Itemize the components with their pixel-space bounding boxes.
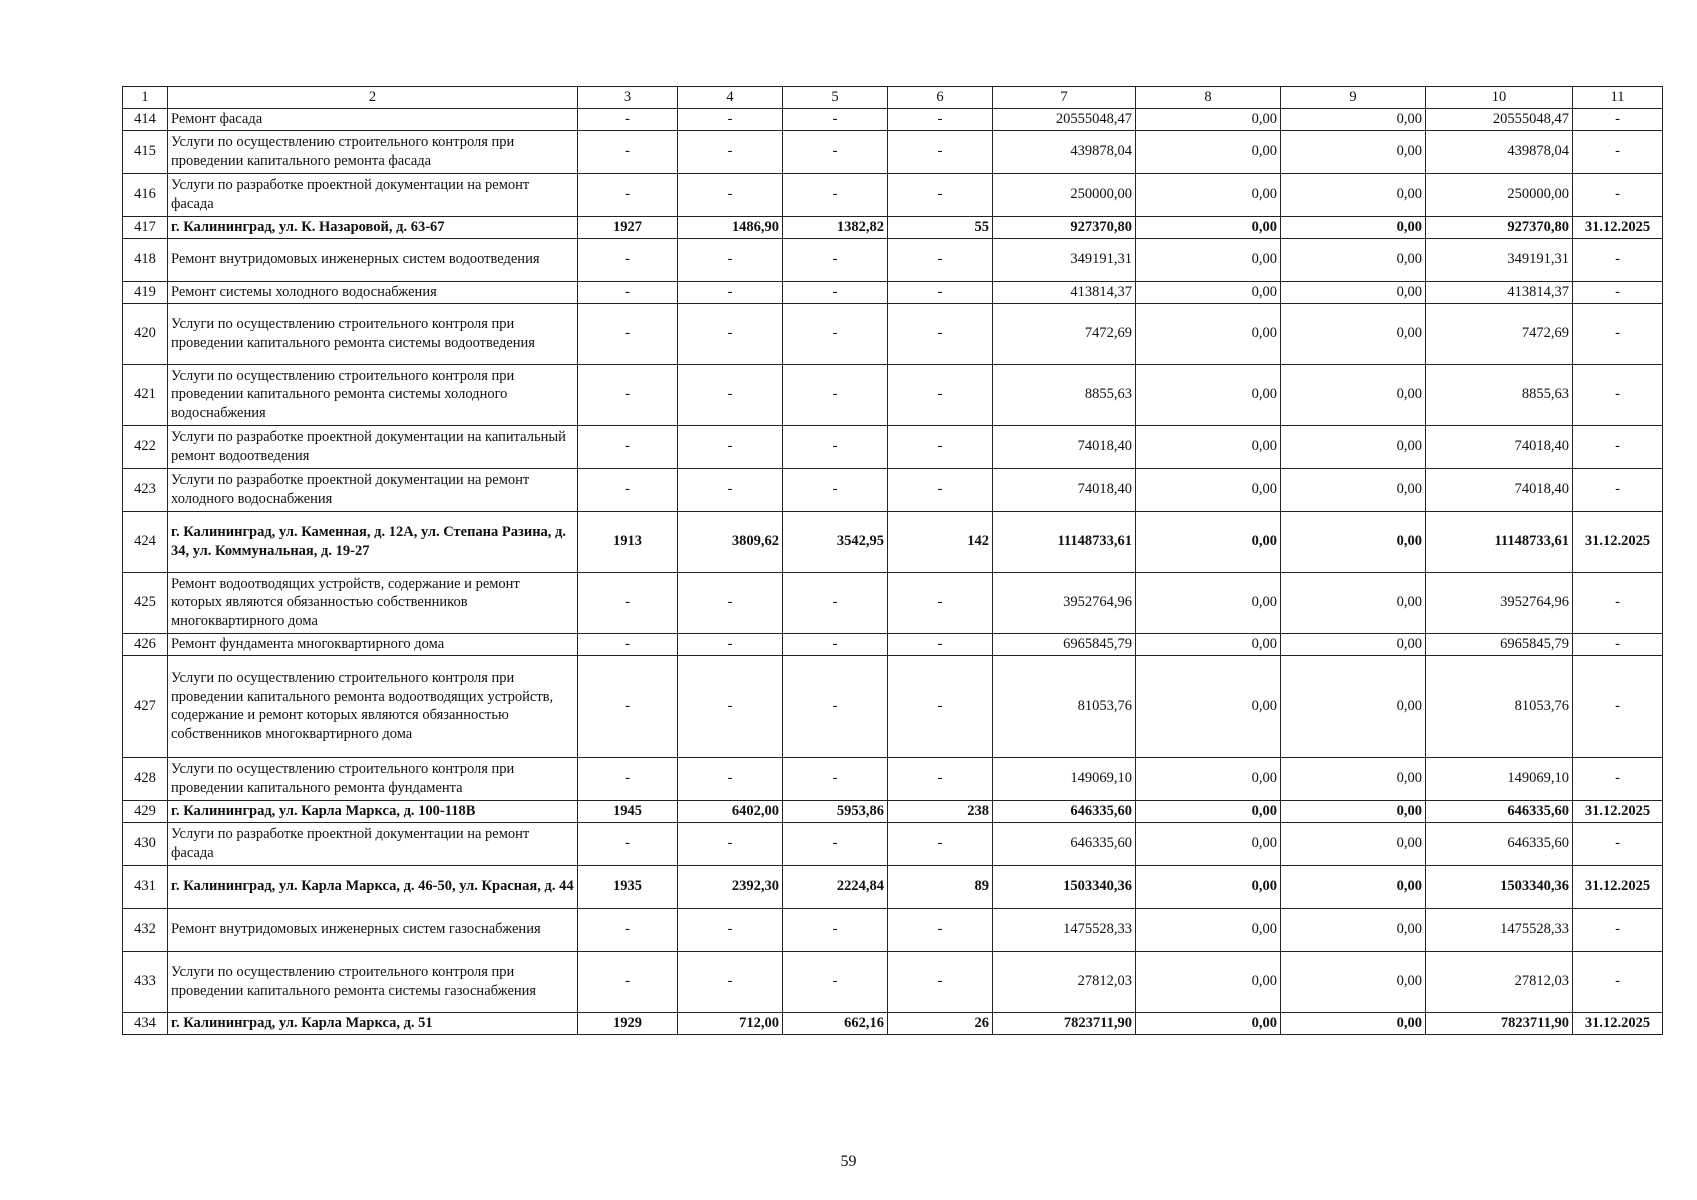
item-description: Услуги по осуществлению строительного контроля при проведении капитального ремонта фундамента — [168, 757, 578, 800]
row-number: 430 — [123, 822, 168, 865]
cell-col10: 8855,63 — [1426, 364, 1573, 425]
cell-col9: 0,00 — [1281, 822, 1426, 865]
cell-col5: 662,16 — [783, 1012, 888, 1034]
cell-col6: - — [888, 425, 993, 468]
cell-col7: 1475528,33 — [993, 908, 1136, 951]
cell-col10: 927370,80 — [1426, 216, 1573, 238]
table-row — [123, 281, 1663, 303]
cell-col11: - — [1573, 238, 1663, 281]
cell-col5: - — [783, 908, 888, 951]
cell-col9: 0,00 — [1281, 468, 1426, 511]
row-number: 422 — [123, 425, 168, 468]
row-number: 421 — [123, 364, 168, 425]
column-header: 6 — [888, 87, 993, 109]
cell-col11: 31.12.2025 — [1573, 511, 1663, 572]
cell-col6: - — [888, 908, 993, 951]
cell-col9: 0,00 — [1281, 303, 1426, 364]
item-description: Услуги по осуществлению строительного контроля при проведении капитального ремонта водоотводящих устройств, содержание и ремонт которых являются обязанностью собственников многоквартирного дома — [168, 655, 578, 757]
cell-col5: - — [783, 633, 888, 655]
column-header: 1 — [123, 87, 168, 109]
cell-col4: - — [678, 238, 783, 281]
table-row — [123, 655, 1663, 757]
cell-col10: 646335,60 — [1426, 822, 1573, 865]
item-description: Ремонт фасада — [168, 108, 578, 130]
cell-col4: - — [678, 364, 783, 425]
cell-col3: 1945 — [578, 800, 678, 822]
table-row — [123, 425, 1663, 468]
cell-col6: - — [888, 572, 993, 633]
cell-col6: - — [888, 655, 993, 757]
table-row — [123, 951, 1663, 1012]
cell-col5: - — [783, 425, 888, 468]
cell-col5: 1382,82 — [783, 216, 888, 238]
table-row — [123, 865, 1663, 908]
table-row — [123, 822, 1663, 865]
row-number: 414 — [123, 108, 168, 130]
cell-col7: 7823711,90 — [993, 1012, 1136, 1034]
table-row — [123, 511, 1663, 572]
cell-col8: 0,00 — [1136, 303, 1281, 364]
cell-col4: - — [678, 130, 783, 173]
cell-col8: 0,00 — [1136, 800, 1281, 822]
item-description: Услуги по разработке проектной документации на ремонт фасада — [168, 822, 578, 865]
cell-col6: 89 — [888, 865, 993, 908]
row-number: 434 — [123, 1012, 168, 1034]
cell-col7: 8855,63 — [993, 364, 1136, 425]
cell-col5: - — [783, 281, 888, 303]
column-header: 2 — [168, 87, 578, 109]
cell-col10: 27812,03 — [1426, 951, 1573, 1012]
cell-col5: - — [783, 364, 888, 425]
cell-col3: - — [578, 822, 678, 865]
cell-col3: - — [578, 425, 678, 468]
cell-col4: 712,00 — [678, 1012, 783, 1034]
cell-col4: 1486,90 — [678, 216, 783, 238]
repair-schedule-table — [122, 86, 1663, 1035]
cell-col6: 238 — [888, 800, 993, 822]
table-row — [123, 572, 1663, 633]
cell-col4: - — [678, 633, 783, 655]
cell-col9: 0,00 — [1281, 951, 1426, 1012]
cell-col9: 0,00 — [1281, 800, 1426, 822]
cell-col8: 0,00 — [1136, 281, 1281, 303]
cell-col11: - — [1573, 908, 1663, 951]
cell-col11: - — [1573, 108, 1663, 130]
cell-col6: - — [888, 757, 993, 800]
cell-col8: 0,00 — [1136, 216, 1281, 238]
cell-col5: - — [783, 468, 888, 511]
cell-col7: 81053,76 — [993, 655, 1136, 757]
item-description: Услуги по осуществлению строительного контроля при проведении капитального ремонта фасада — [168, 130, 578, 173]
row-number: 415 — [123, 130, 168, 173]
column-header: 7 — [993, 87, 1136, 109]
cell-col4: - — [678, 757, 783, 800]
cell-col4: - — [678, 951, 783, 1012]
cell-col8: 0,00 — [1136, 364, 1281, 425]
cell-col5: 2224,84 — [783, 865, 888, 908]
item-description: Ремонт внутридомовых инженерных систем водоотведения — [168, 238, 578, 281]
cell-col10: 74018,40 — [1426, 468, 1573, 511]
column-header: 10 — [1426, 87, 1573, 109]
cell-col5: 3542,95 — [783, 511, 888, 572]
cell-col9: 0,00 — [1281, 1012, 1426, 1034]
cell-col6: 142 — [888, 511, 993, 572]
cell-col9: 0,00 — [1281, 238, 1426, 281]
cell-col4: - — [678, 281, 783, 303]
cell-col9: 0,00 — [1281, 865, 1426, 908]
cell-col5: 5953,86 — [783, 800, 888, 822]
cell-col5: - — [783, 951, 888, 1012]
cell-col5: - — [783, 238, 888, 281]
cell-col4: 3809,62 — [678, 511, 783, 572]
cell-col10: 74018,40 — [1426, 425, 1573, 468]
cell-col3: - — [578, 281, 678, 303]
cell-col6: - — [888, 468, 993, 511]
cell-col3: 1929 — [578, 1012, 678, 1034]
row-number: 423 — [123, 468, 168, 511]
cell-col7: 646335,60 — [993, 822, 1136, 865]
cell-col9: 0,00 — [1281, 173, 1426, 216]
cell-col3: - — [578, 303, 678, 364]
cell-col4: - — [678, 908, 783, 951]
cell-col9: 0,00 — [1281, 655, 1426, 757]
cell-col9: 0,00 — [1281, 281, 1426, 303]
cell-col7: 74018,40 — [993, 468, 1136, 511]
cell-col10: 7472,69 — [1426, 303, 1573, 364]
cell-col5: - — [783, 108, 888, 130]
cell-col3: 1913 — [578, 511, 678, 572]
row-number: 429 — [123, 800, 168, 822]
cell-col7: 27812,03 — [993, 951, 1136, 1012]
cell-col7: 11148733,61 — [993, 511, 1136, 572]
column-header: 8 — [1136, 87, 1281, 109]
cell-col10: 1475528,33 — [1426, 908, 1573, 951]
cell-col8: 0,00 — [1136, 908, 1281, 951]
cell-col10: 646335,60 — [1426, 800, 1573, 822]
cell-col8: 0,00 — [1136, 865, 1281, 908]
table-row — [123, 108, 1663, 130]
cell-col11: 31.12.2025 — [1573, 216, 1663, 238]
table-row — [123, 757, 1663, 800]
cell-col7: 349191,31 — [993, 238, 1136, 281]
cell-col3: - — [578, 173, 678, 216]
document-sheet — [122, 86, 1662, 1035]
cell-col10: 11148733,61 — [1426, 511, 1573, 572]
table-row — [123, 130, 1663, 173]
cell-col10: 6965845,79 — [1426, 633, 1573, 655]
table-row — [123, 173, 1663, 216]
cell-col9: 0,00 — [1281, 757, 1426, 800]
cell-col7: 6965845,79 — [993, 633, 1136, 655]
item-description: Ремонт фундамента многоквартирного дома — [168, 633, 578, 655]
item-description: г. Калининград, ул. Каменная, д. 12А, ул. Степана Разина, д. 34, ул. Коммунальная, д. 19-27 — [168, 511, 578, 572]
item-description: Ремонт внутридомовых инженерных систем газоснабжения — [168, 908, 578, 951]
cell-col6: - — [888, 108, 993, 130]
row-number: 426 — [123, 633, 168, 655]
cell-col11: - — [1573, 822, 1663, 865]
cell-col3: - — [578, 757, 678, 800]
cell-col7: 250000,00 — [993, 173, 1136, 216]
table-row — [123, 908, 1663, 951]
cell-col3: 1935 — [578, 865, 678, 908]
cell-col11: - — [1573, 281, 1663, 303]
cell-col7: 927370,80 — [993, 216, 1136, 238]
item-description: г. Калининград, ул. Карла Маркса, д. 51 — [168, 1012, 578, 1034]
cell-col5: - — [783, 572, 888, 633]
cell-col8: 0,00 — [1136, 173, 1281, 216]
cell-col9: 0,00 — [1281, 572, 1426, 633]
cell-col7: 20555048,47 — [993, 108, 1136, 130]
cell-col10: 81053,76 — [1426, 655, 1573, 757]
column-header: 3 — [578, 87, 678, 109]
cell-col10: 439878,04 — [1426, 130, 1573, 173]
cell-col6: - — [888, 822, 993, 865]
cell-col10: 250000,00 — [1426, 173, 1573, 216]
cell-col5: - — [783, 173, 888, 216]
cell-col11: 31.12.2025 — [1573, 1012, 1663, 1034]
table-row — [123, 364, 1663, 425]
cell-col3: - — [578, 908, 678, 951]
cell-col3: - — [578, 238, 678, 281]
cell-col5: - — [783, 655, 888, 757]
row-number: 425 — [123, 572, 168, 633]
cell-col3: - — [578, 364, 678, 425]
cell-col6: - — [888, 303, 993, 364]
cell-col9: 0,00 — [1281, 216, 1426, 238]
cell-col10: 1503340,36 — [1426, 865, 1573, 908]
cell-col3: - — [578, 572, 678, 633]
cell-col8: 0,00 — [1136, 757, 1281, 800]
row-number: 418 — [123, 238, 168, 281]
column-header: 11 — [1573, 87, 1663, 109]
cell-col10: 349191,31 — [1426, 238, 1573, 281]
cell-col5: - — [783, 822, 888, 865]
cell-col7: 1503340,36 — [993, 865, 1136, 908]
cell-col11: - — [1573, 468, 1663, 511]
table-row — [123, 633, 1663, 655]
cell-col8: 0,00 — [1136, 572, 1281, 633]
cell-col8: 0,00 — [1136, 951, 1281, 1012]
item-description: Услуги по разработке проектной документации на ремонт холодного водоснабжения — [168, 468, 578, 511]
cell-col9: 0,00 — [1281, 108, 1426, 130]
column-header: 4 — [678, 87, 783, 109]
cell-col4: - — [678, 173, 783, 216]
cell-col3: - — [578, 108, 678, 130]
cell-col6: - — [888, 951, 993, 1012]
item-description: Ремонт системы холодного водоснабжения — [168, 281, 578, 303]
table-row — [123, 1012, 1663, 1034]
cell-col8: 0,00 — [1136, 108, 1281, 130]
cell-col6: 55 — [888, 216, 993, 238]
cell-col3: - — [578, 951, 678, 1012]
cell-col7: 7472,69 — [993, 303, 1136, 364]
cell-col9: 0,00 — [1281, 633, 1426, 655]
row-number: 419 — [123, 281, 168, 303]
cell-col7: 149069,10 — [993, 757, 1136, 800]
page-number: 59 — [840, 1153, 857, 1170]
cell-col11: - — [1573, 757, 1663, 800]
row-number: 427 — [123, 655, 168, 757]
cell-col10: 413814,37 — [1426, 281, 1573, 303]
row-number: 428 — [123, 757, 168, 800]
cell-col8: 0,00 — [1136, 633, 1281, 655]
item-description: г. Калининград, ул. К. Назаровой, д. 63-67 — [168, 216, 578, 238]
cell-col9: 0,00 — [1281, 908, 1426, 951]
cell-col6: - — [888, 130, 993, 173]
item-description: г. Калининград, ул. Карла Маркса, д. 100-118В — [168, 800, 578, 822]
cell-col7: 413814,37 — [993, 281, 1136, 303]
row-number: 417 — [123, 216, 168, 238]
cell-col8: 0,00 — [1136, 511, 1281, 572]
item-description: Услуги по разработке проектной документации на ремонт фасада — [168, 173, 578, 216]
table-row — [123, 800, 1663, 822]
cell-col3: - — [578, 633, 678, 655]
item-description: Услуги по осуществлению строительного контроля при проведении капитального ремонта системы водоотведения — [168, 303, 578, 364]
cell-col7: 3952764,96 — [993, 572, 1136, 633]
cell-col10: 7823711,90 — [1426, 1012, 1573, 1034]
cell-col8: 0,00 — [1136, 425, 1281, 468]
cell-col4: - — [678, 425, 783, 468]
cell-col11: 31.12.2025 — [1573, 800, 1663, 822]
cell-col11: - — [1573, 173, 1663, 216]
row-number: 432 — [123, 908, 168, 951]
cell-col8: 0,00 — [1136, 468, 1281, 511]
cell-col6: 26 — [888, 1012, 993, 1034]
table-row — [123, 238, 1663, 281]
cell-col11: - — [1573, 130, 1663, 173]
cell-col4: - — [678, 303, 783, 364]
cell-col4: - — [678, 822, 783, 865]
cell-col4: - — [678, 468, 783, 511]
cell-col10: 20555048,47 — [1426, 108, 1573, 130]
column-header: 9 — [1281, 87, 1426, 109]
cell-col7: 74018,40 — [993, 425, 1136, 468]
cell-col11: - — [1573, 951, 1663, 1012]
row-number: 420 — [123, 303, 168, 364]
column-number-row — [123, 87, 1663, 109]
cell-col9: 0,00 — [1281, 511, 1426, 572]
cell-col10: 3952764,96 — [1426, 572, 1573, 633]
column-header: 5 — [783, 87, 888, 109]
cell-col6: - — [888, 633, 993, 655]
cell-col3: - — [578, 655, 678, 757]
cell-col9: 0,00 — [1281, 425, 1426, 468]
cell-col4: 2392,30 — [678, 865, 783, 908]
cell-col11: - — [1573, 633, 1663, 655]
cell-col6: - — [888, 281, 993, 303]
cell-col11: - — [1573, 572, 1663, 633]
cell-col4: - — [678, 572, 783, 633]
cell-col6: - — [888, 364, 993, 425]
row-number: 424 — [123, 511, 168, 572]
item-description: г. Калининград, ул. Карла Маркса, д. 46-50, ул. Красная, д. 44 — [168, 865, 578, 908]
cell-col8: 0,00 — [1136, 1012, 1281, 1034]
cell-col11: - — [1573, 303, 1663, 364]
row-number: 431 — [123, 865, 168, 908]
cell-col3: - — [578, 468, 678, 511]
cell-col4: - — [678, 108, 783, 130]
item-description: Ремонт водоотводящих устройств, содержание и ремонт которых являются обязанностью собственников многоквартирного дома — [168, 572, 578, 633]
cell-col8: 0,00 — [1136, 130, 1281, 173]
cell-col11: - — [1573, 425, 1663, 468]
cell-col5: - — [783, 130, 888, 173]
item-description: Услуги по разработке проектной документации на капитальный ремонт водоотведения — [168, 425, 578, 468]
cell-col7: 439878,04 — [993, 130, 1136, 173]
cell-col4: 6402,00 — [678, 800, 783, 822]
cell-col11: - — [1573, 655, 1663, 757]
cell-col11: - — [1573, 364, 1663, 425]
cell-col6: - — [888, 238, 993, 281]
cell-col11: 31.12.2025 — [1573, 865, 1663, 908]
cell-col8: 0,00 — [1136, 655, 1281, 757]
cell-col5: - — [783, 303, 888, 364]
cell-col8: 0,00 — [1136, 238, 1281, 281]
cell-col9: 0,00 — [1281, 364, 1426, 425]
cell-col9: 0,00 — [1281, 130, 1426, 173]
table-row — [123, 468, 1663, 511]
item-description: Услуги по осуществлению строительного контроля при проведении капитального ремонта системы газоснабжения — [168, 951, 578, 1012]
cell-col3: - — [578, 130, 678, 173]
cell-col7: 646335,60 — [993, 800, 1136, 822]
cell-col6: - — [888, 173, 993, 216]
cell-col10: 149069,10 — [1426, 757, 1573, 800]
cell-col4: - — [678, 655, 783, 757]
row-number: 433 — [123, 951, 168, 1012]
row-number: 416 — [123, 173, 168, 216]
cell-col3: 1927 — [578, 216, 678, 238]
cell-col8: 0,00 — [1136, 822, 1281, 865]
table-row — [123, 216, 1663, 238]
item-description: Услуги по осуществлению строительного контроля при проведении капитального ремонта системы холодного водоснабжения — [168, 364, 578, 425]
table-row — [123, 303, 1663, 364]
cell-col5: - — [783, 757, 888, 800]
